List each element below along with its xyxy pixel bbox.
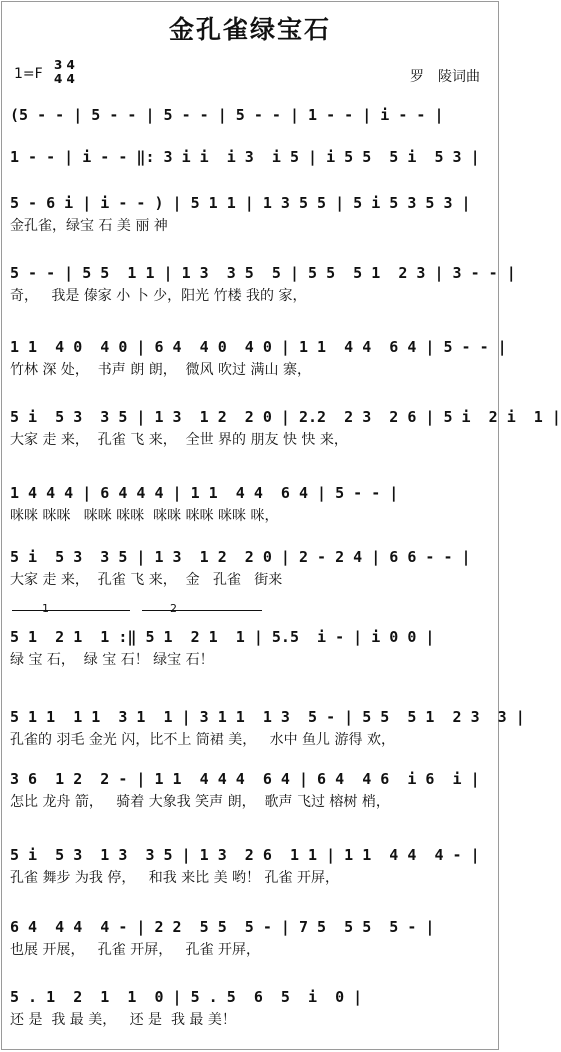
lyric-line: 绿 宝 石， 绿 宝 石！ 绿宝 石！ [10,652,214,668]
notation-line: 5 i 5 3 1 3 3 5 | 1 3 2 6 1 1 | 1 1 4 4 4 - | [10,846,480,864]
lyric-line: 竹林 深 处， 书声 朗 朗， 微风 吹过 满山 寨， [10,362,311,378]
score-row [10,982,492,1014]
song-title: 金孔雀绿宝石 [168,15,331,44]
notation-line: 1 - - | i - - ‖: 3 i i i 3 i 5 | i 5 5 5 i 5 3 | [10,148,480,166]
lyric-line: 孔雀 舞步 为我 停， 和我 来比 美 哟！ 孔雀 开屏， [10,870,339,886]
score-row [10,542,492,574]
notation-line: 5 - - | 5 5 1 1 | 1 3 3 5 5 | 5 5 5 1 2 3 | 3 - - | [10,264,516,282]
lyric-line: 还 是 我 最 美， 还 是 我 最 美！ [10,1012,236,1028]
lyric-line: 金孔雀，绿宝 石 美 丽 神 [10,218,168,234]
notation-line: 5 1 1 1 1 3 1 1 | 3 1 1 1 3 5 - | 5 5 5 1 2 3 3 | [10,708,525,726]
score-row [10,402,561,434]
notation-line: 6 4 4 4 4 - | 2 2 5 5 5 - | 7 5 5 5 5 - | [10,918,435,936]
notation-line: 3 6 1 2 2 - | 1 1 4 4 4 6 4 | 6 4 4 6 i 6 i | [10,770,480,788]
meter-den-1: 4 [54,72,63,86]
score-row [10,478,492,510]
key-signature: 1=F [14,66,43,82]
score-row [10,764,492,796]
score-row [10,100,492,132]
meter-num-1: 3 [54,58,63,72]
sheet-page [1,1,561,1050]
score-row [10,258,516,290]
lyric-line: 怎比 龙舟 箭， 骑着 大象我 笑声 朗， 歌声 飞过 榕树 梢， [10,794,390,810]
meter-num-2: 4 [66,58,75,72]
lyric-line: 孔雀的 羽毛 金光 闪，比不上 筒裙 美， 水中 鱼儿 游得 欢， [10,732,395,748]
score-row [10,702,525,734]
credit-line: 罗 陵词曲 [410,69,480,85]
volta-bracket-2 [142,610,262,611]
volta-label-2: 2 [170,602,177,615]
lyric-line: 奇， 我是 傣家 小 卜 少，阳光 竹楼 我的 家， [10,288,307,304]
score-row [10,840,492,872]
time-signature [54,58,75,86]
score-row [10,912,492,944]
notation-line: 5 . 1 2 1 1 0 | 5 . 5 6 5 i 0 | [10,988,363,1006]
notation-line: (5 - - | 5 - - | 5 - - | 5 - - | 1 - - | i - - | [10,106,444,124]
notation-line: 1 1 4 0 4 0 | 6 4 4 0 4 0 | 1 1 4 4 6 4 | 5 - - | [10,338,507,356]
meter-den-2: 4 [66,72,75,86]
volta-label-1: 1 [42,602,49,615]
lyric-line: 大家 走 来， 孔雀 飞 来， 金 孔雀 街来 [10,572,283,588]
score-row [10,142,492,174]
notation-line: 5 i 5 3 3 5 | 1 3 1 2 2 0 | 2 - 2 4 | 6 6 - - | [10,548,471,566]
score-row [10,332,507,364]
notation-line: 5 - 6 i | i - - ) | 5 1 1 | 1 3 5 5 | 5 i 5 3 5 3 | [10,194,471,212]
volta-bracket-1 [12,610,130,611]
lyric-line: 也展 开展， 孔雀 开屏， 孔雀 开屏， [10,942,261,958]
score-row [10,622,492,654]
lyric-line: 大家 走 来， 孔雀 飞 来， 全世 界的 朋友 快 快 来， [10,432,348,448]
notation-line: 5 i 5 3 3 5 | 1 3 1 2 2 0 | 2.2 2 3 2 6 | 5 i 2 i 1 | [10,408,561,426]
lyric-line: 咪咪 咪咪 咪咪 咪咪 咪咪 咪咪 咪咪 咪， [10,508,279,524]
score-row [10,188,492,220]
notation-line: 1 4 4 4 | 6 4 4 4 | 1 1 4 4 6 4 | 5 - - | [10,484,399,502]
notation-line: 5 1 2 1 1 :‖ 5 1 2 1 1 | 5.5 i - | i 0 0 | [10,628,435,646]
